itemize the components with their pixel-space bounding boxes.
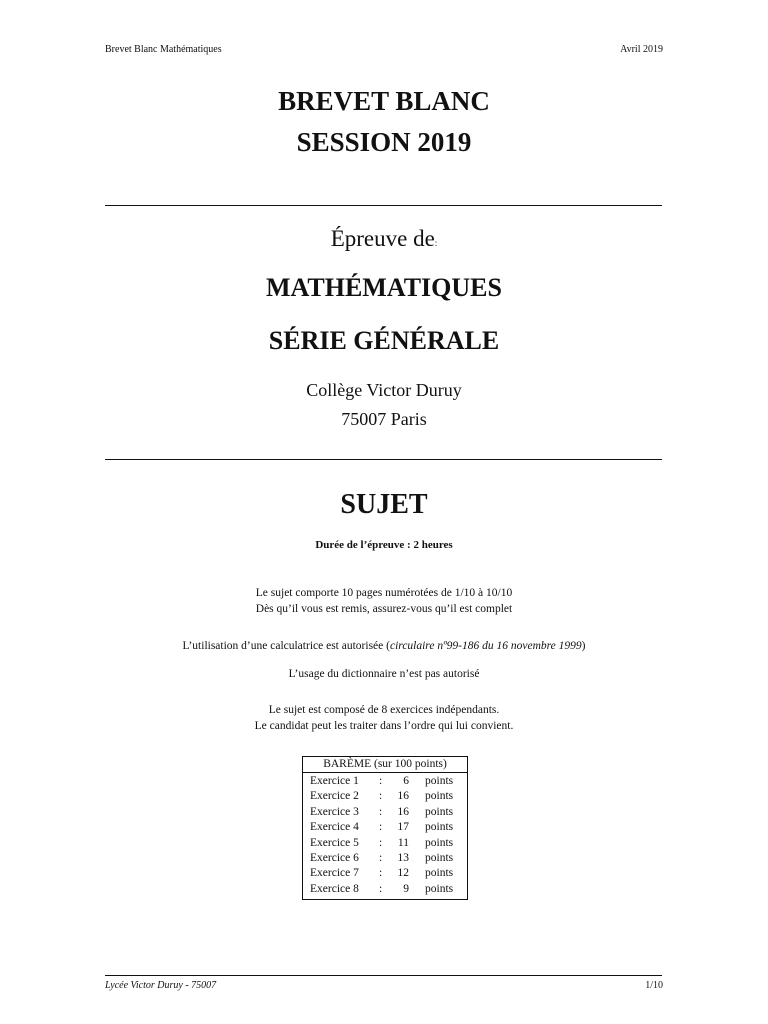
bareme-row [303, 882, 467, 897]
points-unit: points [425, 821, 454, 834]
header-date: Avril 2019 [620, 44, 663, 55]
sujet-title: SUJET [340, 489, 428, 520]
bareme-row [303, 836, 467, 851]
duration: Durée de l’épreuve : 2 heures [315, 539, 453, 551]
points-unit: points [425, 867, 454, 880]
epreuve-colon: : [434, 238, 438, 248]
points-unit: points [425, 882, 454, 895]
school-name: Collège Victor Duruy [306, 380, 462, 400]
exercise-name: Exercice 8 [310, 882, 359, 895]
bareme-row [303, 789, 467, 804]
school-city: 75007 Paris [341, 409, 427, 429]
exercise-name: Exercice 2 [310, 790, 359, 803]
divider [105, 205, 662, 206]
exam-title-line2: SESSION 2019 [296, 127, 472, 157]
separator: : [379, 821, 383, 834]
footer-school: Lycée Victor Duruy - 75007 [105, 980, 217, 991]
exercise-name: Exercice 1 [310, 775, 359, 787]
separator: : [379, 805, 383, 818]
subject-line2: SÉRIE GÉNÉRALE [268, 326, 500, 355]
points-unit: points [425, 775, 454, 787]
circular-reference: circulaire nº99-186 du 16 novembre 1999 [389, 640, 582, 652]
exercise-points: 16 [397, 805, 409, 818]
separator: : [379, 775, 383, 787]
separator: : [379, 882, 383, 895]
header-title: Brevet Blanc Mathématiques [105, 44, 222, 55]
composition-line2: Le candidat peut les traiter dans l’ordre qui lui convient. [254, 720, 514, 732]
bareme-row [303, 774, 467, 789]
separator: : [379, 851, 383, 864]
bareme-row [303, 866, 467, 881]
points-unit: points [425, 836, 454, 849]
separator: : [379, 790, 383, 803]
bareme-title: BARÈME (sur 100 points) [303, 757, 467, 773]
exercise-name: Exercice 3 [310, 805, 359, 818]
footer-divider [105, 975, 662, 976]
pages-line1: Le sujet comporte 10 pages numérotées de 1/10 à 10/10 [255, 587, 513, 599]
separator: : [379, 867, 383, 880]
page-number: 1/10 [645, 980, 663, 991]
exercise-points: 6 [403, 775, 409, 787]
exercise-points: 11 [397, 836, 409, 849]
points-unit: points [425, 805, 454, 818]
exercise-name: Exercice 7 [310, 867, 359, 880]
divider [105, 459, 662, 460]
calculator-note: L’utilisation d’une calculatrice est autorisée (circulaire nº99-186 du 16 novembre 1999) [182, 640, 586, 652]
exercise-name: Exercice 4 [310, 821, 359, 834]
points-unit: points [425, 790, 454, 803]
points-unit: points [425, 851, 454, 864]
exercise-points: 13 [397, 851, 409, 864]
composition-line1: Le sujet est composé de 8 exercices indépendants. [268, 704, 500, 716]
exercise-points: 17 [397, 821, 409, 834]
epreuve-label: Épreuve de: [330, 226, 438, 251]
separator: : [379, 836, 383, 849]
subject-line1: MATHÉMATIQUES [266, 273, 502, 302]
exercise-points: 9 [403, 882, 409, 895]
page-header [105, 44, 663, 60]
exercise-points: 16 [397, 790, 409, 803]
exam-title-line1: BREVET BLANC [278, 86, 490, 116]
exercise-name: Exercice 5 [310, 836, 359, 849]
pages-line2: Dès qu’il vous est remis, assurez-vous qu’il est complet [255, 603, 513, 615]
bareme-row [303, 851, 467, 866]
dictionary-note: L’usage du dictionnaire n’est pas autorisé [288, 668, 480, 680]
bareme-row [303, 820, 467, 835]
exercise-name: Exercice 6 [310, 851, 359, 864]
bareme-row [303, 805, 467, 820]
exercise-points: 12 [397, 867, 409, 880]
bareme-table [302, 756, 468, 900]
